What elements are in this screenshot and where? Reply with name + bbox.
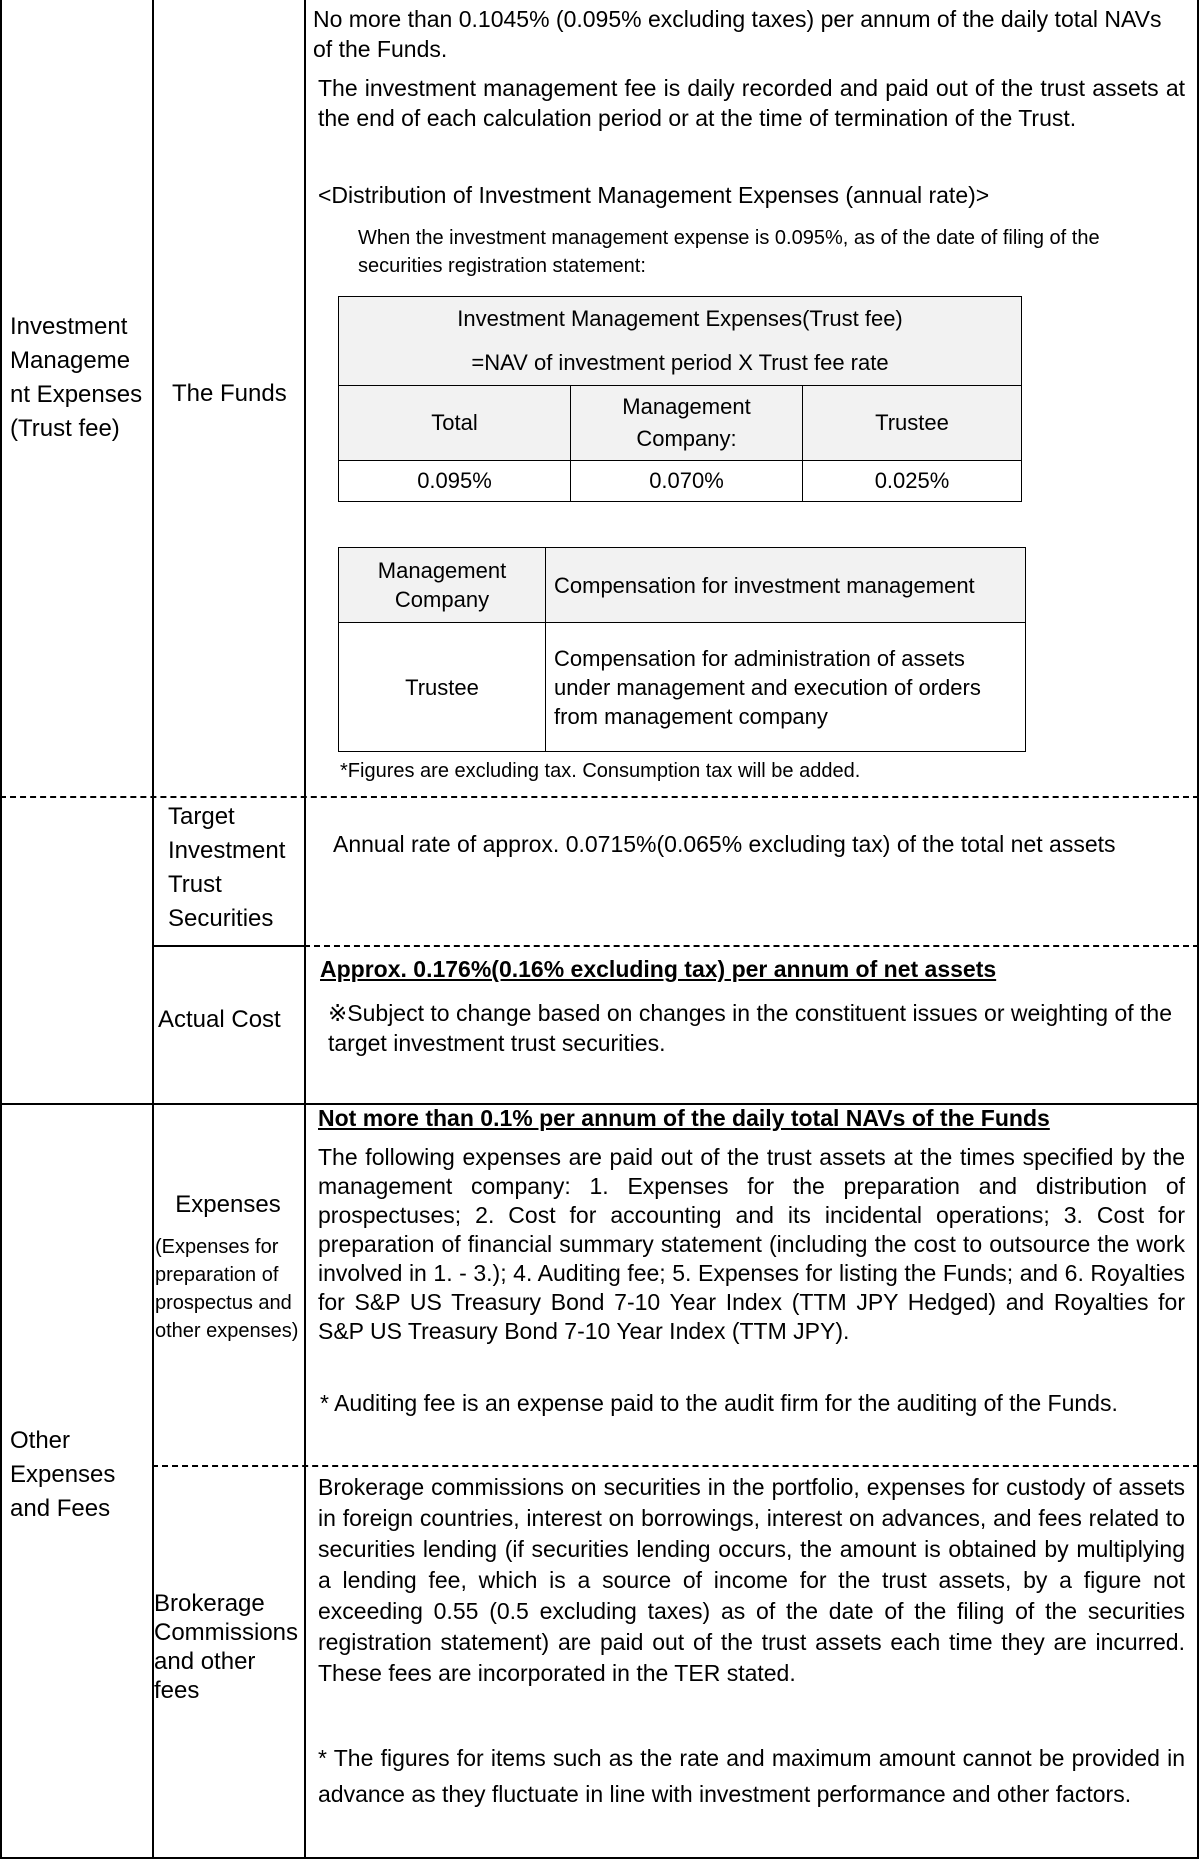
other-expenses-text: The following expenses are paid out of the trust assets at the times specified by the management company: 1. Expenses for the preparation and distribution of prospectuses; 2. Cost for accounting and its incidental operations; 3. Cost for preparation of financial summary statement (including the cost to outsource the work involved in 1. - 3.); 4. Auditing fee; 5. Expenses for listing the Funds; and 6. Royalties for S&P US Treasury Bond 7-10 Year Index (TTM JPY Hedged) and Royalties for S&P US Treasury Bond 7-10 Year Index (TTM JPY). [318,1144,1185,1344]
other-expenses-label: Other Expenses and Fees [10,1427,116,1522]
role-description-trustee: Compensation for administration of assets under management and execution of orders from management company [546,623,1026,752]
role-table-row [339,548,1026,623]
fee-table-title-line1: Investment Management Expenses(Trust fee) [457,306,903,331]
fee-table-value-row [339,461,1022,502]
role-table-row [339,623,1026,752]
expenses-label: Expenses [175,1191,281,1218]
fee-table-value-management: 0.070% [571,461,803,502]
fee-table-title-row [339,297,1022,386]
fee-table-header-row [339,386,1022,461]
section-divider-1 [0,796,1199,798]
tax-footnote: *Figures are excluding tax. Consumption tax will be added. [340,760,861,782]
fee-table-value-total: 0.095% [339,461,571,502]
row-divider-expenses [152,1465,1199,1467]
expenses-sublabel: (Expenses for preparation of prospectus and other expenses) [155,1236,299,1342]
fee-table-header-total: Total [339,386,571,461]
distribution-note: When the investment management expense is 0.095%, as of the date of filing of the securities registration statement: [358,227,1100,277]
target-investment-trust-label: Target Investment Trust Securities [168,803,286,932]
target-investment-trust-text: Annual rate of approx. 0.0715%(0.065% excluding tax) of the total net assets [333,831,1116,857]
actual-cost-heading: Approx. 0.176%(0.16% excluding tax) per annum of net assets [320,956,997,982]
the-funds-label: The Funds [172,380,287,407]
fee-distribution-table [338,296,1022,502]
fee-table-header-trustee: Trustee [803,386,1022,461]
fee-table-title-line2: =NAV of investment period X Trust fee rate [471,350,889,375]
fee-table-header-management: Management Company: [571,386,803,461]
brokerage-text: Brokerage commissions on securities in the portfolio, expenses for custody of assets in foreign countries, interest on borrowings, interest on advances, and fees related to securities lending (if securities lending occurs, the amount is obtained by multiplying a lending fee, which is a source of income for the trust assets, by a figure not exceeding 0.55 (0.5 excluding taxes) as of the date of the filing of the securities registration statement) are paid out of the trust assets each time they are incurred. These fees are incorporated in the TER stated. [318,1474,1185,1686]
brokerage-note: * The figures for items such as the rate and maximum amount cannot be provided in advance as they fluctuate in line with investment performance and other factors. [318,1745,1185,1807]
row-divider-target [152,945,306,947]
column-divider-1 [152,0,154,1859]
actual-cost-label: Actual Cost [158,1006,281,1033]
column-divider-2 [304,0,306,1859]
auditing-fee-note: * Auditing fee is an expense paid to the audit firm for the auditing of the Funds. [320,1390,1118,1416]
brokerage-label: Brokerage Commissions and other fees [154,1590,299,1704]
trust-fee-rate-text: No more than 0.1045% (0.095% excluding taxes) per annum of the daily total NAVs of the Funds. [313,6,1162,62]
fee-table-value-trustee: 0.025% [803,461,1022,502]
role-table [338,547,1026,752]
role-party-management: Management Company [339,548,546,623]
actual-cost-note: ※Subject to change based on changes in the constituent issues or weighting of the target investment trust securities. [328,1000,1172,1056]
role-description-management: Compensation for investment management [546,548,1026,623]
investment-management-expenses-label: Investment Manageme nt Expenses (Trust fee) [10,313,143,442]
distribution-heading: <Distribution of Investment Management Expenses (annual rate)> [318,182,990,208]
other-expenses-heading: Not more than 0.1% per annum of the daily total NAVs of the Funds [318,1105,1050,1131]
left-border [0,0,2,1859]
row-divider-target-content [304,945,1199,947]
fee-recording-text: The investment management fee is daily recorded and paid out of the trust assets at the end of each calculation period or at the time of termination of the Trust. [318,75,1185,131]
role-party-trustee: Trustee [339,623,546,752]
right-border [1197,0,1199,1859]
